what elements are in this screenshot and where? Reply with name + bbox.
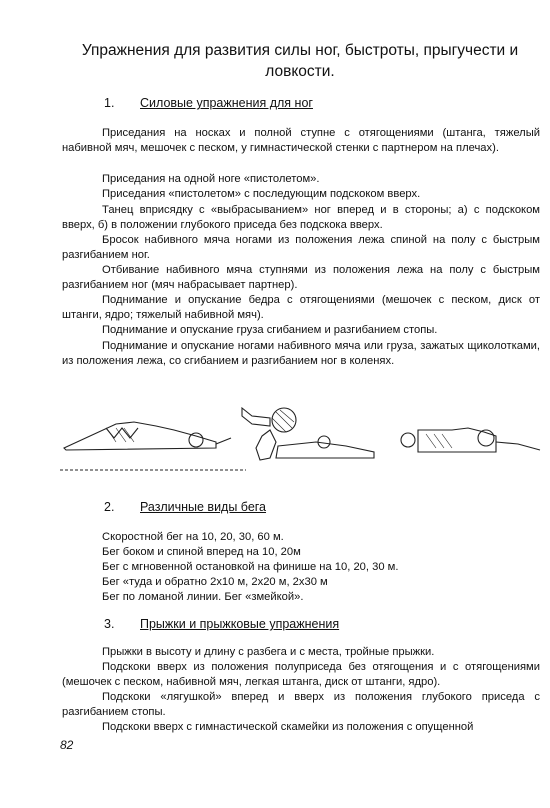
figure-lying-2	[401, 428, 540, 452]
section-3-number: 3.	[104, 617, 115, 631]
figure-legs-raised	[242, 408, 374, 460]
exercise-illustration	[56, 398, 544, 478]
list-item: Бег «туда и обратно 2х10 м, 2х20 м, 2х30 м	[102, 576, 328, 588]
paragraph: Поднимание и опускание бедра с отягощениями (мешочек с песком, диск от штанги, ядро; тяжелый набивной мяч).	[62, 294, 540, 322]
title-line-1: Упражнения для развития силы ног, быстроты, прыгучести и	[81, 42, 519, 59]
paragraph: Подскоки вверх с гимнастической скамейки из положения с опущенной	[102, 721, 474, 733]
list-item: Скоростной бег на 10, 20, 30, 60 м.	[102, 531, 284, 543]
paragraph: Поднимание и опускание груза сгибанием и разгибанием стопы.	[102, 324, 438, 336]
section-1-number: 1.	[104, 96, 115, 110]
paragraph: Приседания «пистолетом» с последующим подскоком вверх.	[102, 188, 421, 200]
title-line-2: ловкости.	[265, 63, 335, 80]
figure-lying-1	[64, 422, 231, 450]
paragraph: Подскоки вверх из положения полуприседа без отягощения и с отягощениями (мешочек с песком, набивной мяч, легкая штанга, диск от штанги, ядро).	[62, 661, 540, 689]
page-title	[60, 40, 540, 82]
list-item: Бег по ломаной линии. Бег «змейкой».	[102, 591, 304, 603]
paragraph: Поднимание и опускание ногами набивного мяча или груза, зажатых щиколотками, из положения лежа, со сгибанием и разгибанием ног в коленях.	[62, 340, 540, 368]
paragraph: Танец вприсядку с «выбрасыванием» ног вперед и в стороны; а) с подскоком вверх, б) в положении глубокого приседа без подскока вверх.	[62, 204, 540, 232]
section-3-title: Прыжки и прыжковые упражнения	[140, 617, 340, 631]
paragraph: Приседания на одной ноге «пистолетом».	[102, 173, 320, 185]
paragraph: Приседания на носках и полной ступне с отягощениями (штанга, тяжелый набивной мяч, мешочек с песком, у гимнастической стенки с партнером на плечах).	[62, 127, 540, 155]
page-number: 82	[60, 738, 74, 752]
paragraph: Подскоки «лягушкой» вперед и вверх из положения глубокого приседа с разгибанием стопы.	[62, 691, 540, 719]
list-item: Бег боком и спиной вперед на 10, 20м	[102, 546, 301, 558]
paragraph: Прыжки в высоту и длину с разбега и с места, тройные прыжки.	[102, 646, 435, 658]
paragraph: Бросок набивного мяча ногами из положения лежа спиной на полу с быстрым разгибанием ног.	[62, 234, 540, 262]
section-2-title: Различные виды бега	[140, 500, 267, 514]
paragraph: Отбивание набивного мяча ступнями из положения лежа на полу с быстрым разгибанием ног (мяч набрасывает партнер).	[62, 264, 540, 292]
list-item: Бег с мгновенной остановкой на финише на 10, 20, 30 м.	[102, 561, 399, 573]
section-1-title: Силовые упражнения для ног	[140, 96, 313, 110]
exercise-figures-drawing	[56, 398, 544, 478]
section-2-number: 2.	[104, 500, 115, 514]
